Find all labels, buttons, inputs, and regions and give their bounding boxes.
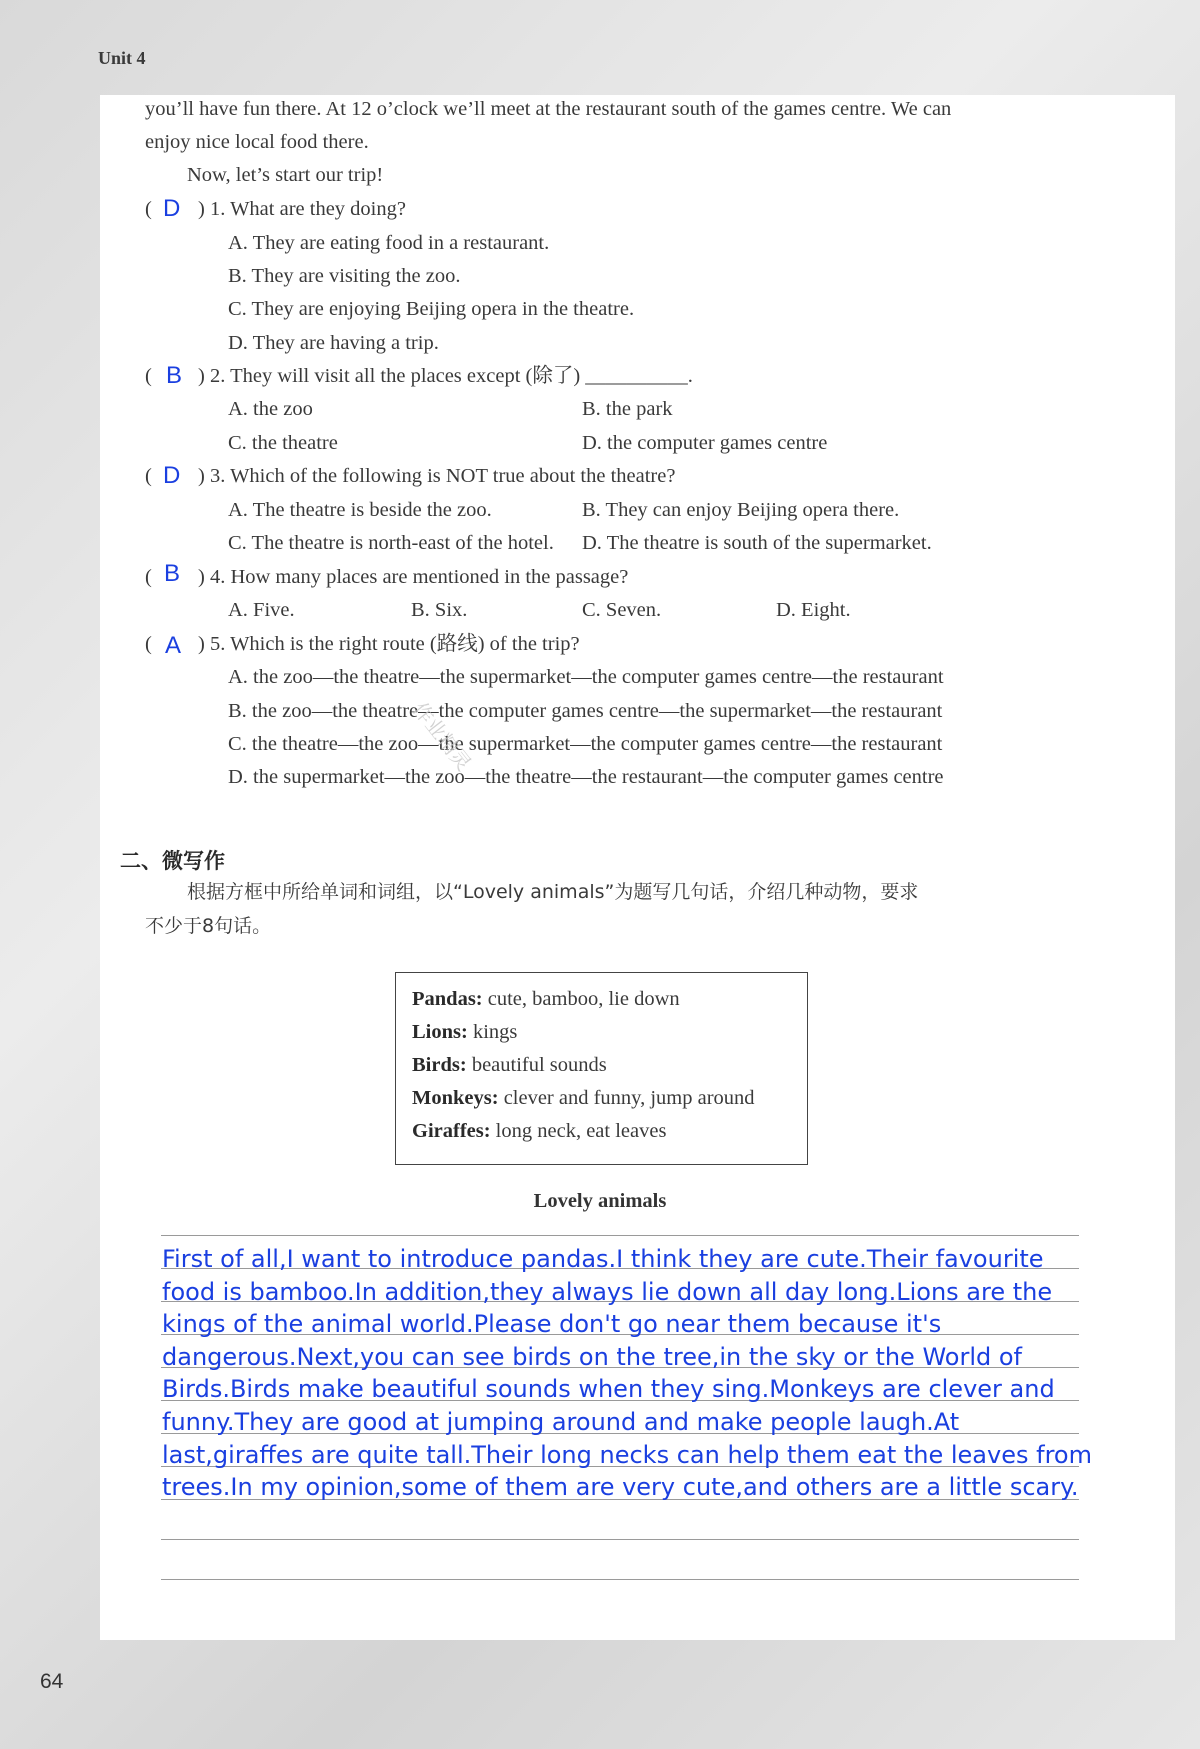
instruction-line: 根据方框中所给单词和词组，以“Lovely animals”为题写几句话，介绍几种动物，要求 <box>187 881 919 903</box>
question-2-stem: ) 2. They will visit all the places except (除了) __________. <box>198 365 693 387</box>
question-1-stem: ) 1. What are they doing? <box>198 198 406 220</box>
answer-3: D <box>163 462 181 489</box>
answer-5: A <box>165 632 182 659</box>
writing-line <box>161 1235 1079 1236</box>
bracket: ( <box>145 566 152 588</box>
essay-title: Lovely animals <box>533 1190 667 1212</box>
bracket: ( <box>145 465 152 487</box>
option: B. Six. <box>411 599 468 621</box>
question-5-stem: ) 5. Which is the right route (路线) of the trip? <box>198 633 580 655</box>
passage-line: you’ll have fun there. At 12 o’clock we’ll meet at the restaurant south of the games centre. We can <box>145 98 952 120</box>
option: A. the zoo <box>228 398 313 420</box>
option: D. Eight. <box>776 599 851 621</box>
animal-name: Lions: <box>412 1021 468 1043</box>
answer-1: D <box>163 195 181 222</box>
word-box-row <box>412 1021 517 1044</box>
handwritten-essay: First of all,I want to introduce pandas.I think they are cute.Their favourite food is bamboo.In addition,they always lie down all day long.Lions are the kings of the animal world.Please don't go near them because it's dangerous.Next,you can see birds on the tree,in the sky or the World of Birds.Birds make beautiful sounds when they sing.Monkeys are clever and funny.They are good at jumping around and make people laugh.At last,giraffes are quite tall.Their long necks can help them eat the leaves from trees.In my opinion,some of them are very cute,and others are a little scary. <box>162 1245 1092 1502</box>
option: D. The theatre is south of the supermarket. <box>582 532 932 554</box>
answer-2: B <box>166 362 183 389</box>
animal-name: Birds: <box>412 1054 467 1076</box>
word-box-row <box>412 1087 755 1110</box>
option: A. the zoo—the theatre—the supermarket—the computer games centre—the restaurant <box>228 666 944 688</box>
word-box-row <box>412 1120 666 1143</box>
question-4-stem: ) 4. How many places are mentioned in the passage? <box>198 566 629 588</box>
worksheet-page <box>100 95 1175 1640</box>
animal-words: long neck, eat leaves <box>490 1120 667 1142</box>
page-number: 64 <box>40 1670 64 1693</box>
animal-name: Giraffes: <box>412 1120 491 1142</box>
word-box <box>395 972 808 1165</box>
option: C. the theatre <box>228 432 338 454</box>
passage-line: enjoy nice local food there. <box>145 131 369 153</box>
writing-line <box>161 1539 1079 1540</box>
option: A. Five. <box>228 599 295 621</box>
option: C. The theatre is north-east of the hotel. <box>228 532 554 554</box>
animal-name: Monkeys: <box>412 1087 499 1109</box>
bracket: ( <box>145 365 152 387</box>
option: C. Seven. <box>582 599 662 621</box>
option: A. They are eating food in a restaurant. <box>228 232 550 254</box>
option: B. the zoo—the theatre—the computer games centre—the supermarket—the restaurant <box>228 700 943 722</box>
option: C. They are enjoying Beijing opera in the theatre. <box>228 298 635 320</box>
answer-4: B <box>164 560 181 587</box>
option: B. They are visiting the zoo. <box>228 265 461 287</box>
animal-words: kings <box>467 1021 518 1043</box>
section-heading: 二、微写作 <box>120 849 225 873</box>
passage-line: Now, let’s start our trip! <box>187 164 384 186</box>
option: D. They are having a trip. <box>228 332 439 354</box>
option: A. The theatre is beside the zoo. <box>228 499 492 521</box>
animal-words: clever and funny, jump around <box>498 1087 755 1109</box>
writing-line <box>161 1579 1079 1580</box>
option: B. the park <box>582 398 673 420</box>
option: C. the theatre—the zoo—the supermarket—the computer games centre—the restaurant <box>228 733 943 755</box>
watermark: 作业精灵 <box>407 697 477 776</box>
bracket: ( <box>145 198 152 220</box>
option: B. They can enjoy Beijing opera there. <box>582 499 900 521</box>
word-box-row <box>412 1054 607 1077</box>
bracket: ( <box>145 633 152 655</box>
word-box-row <box>412 988 680 1011</box>
animal-name: Pandas: <box>412 988 483 1010</box>
option: D. the computer games centre <box>582 432 828 454</box>
unit-label: Unit 4 <box>98 48 146 68</box>
question-3-stem: ) 3. Which of the following is NOT true about the theatre? <box>198 465 676 487</box>
animal-words: beautiful sounds <box>466 1054 607 1076</box>
option: D. the supermarket—the zoo—the theatre—the restaurant—the computer games centre <box>228 766 944 788</box>
animal-words: cute, bamboo, lie down <box>482 988 680 1010</box>
instruction-line: 不少于8句话。 <box>145 915 272 937</box>
